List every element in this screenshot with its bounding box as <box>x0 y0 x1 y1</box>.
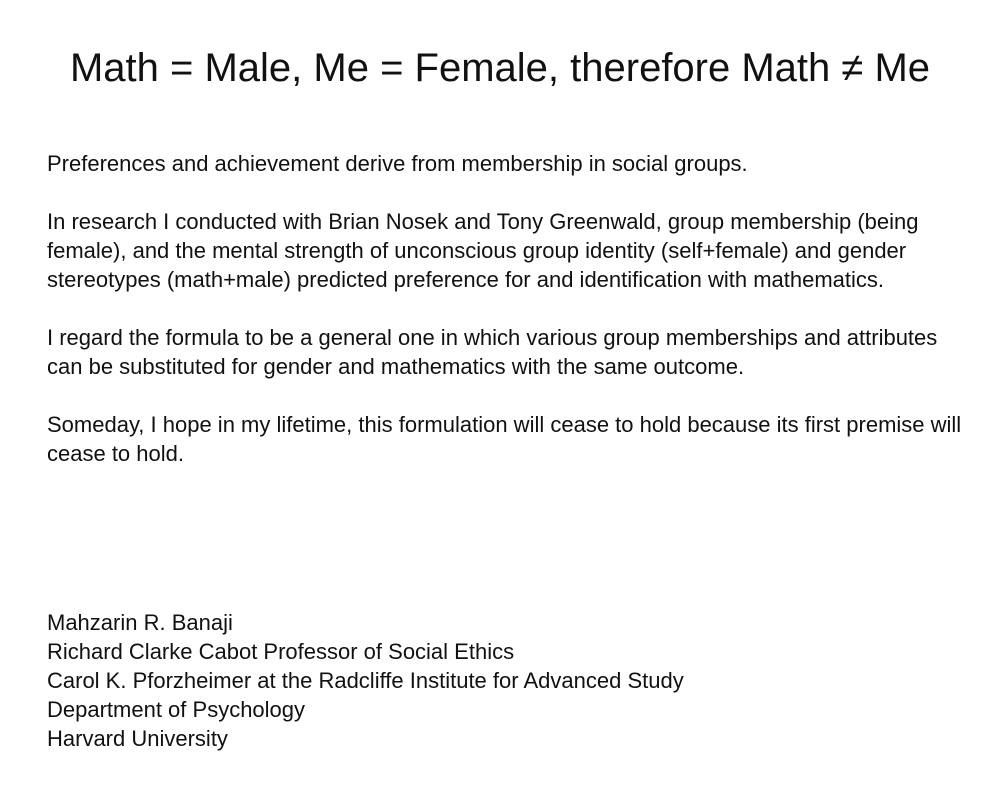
paragraph-intro: Preferences and achievement derive from membership in social groups. <box>47 151 748 176</box>
signature-block <box>47 608 947 753</box>
paragraph-formula: I regard the formula to be a general one in which various group memberships and attributes can be substituted for gender and mathematics with the same outcome. <box>47 325 938 379</box>
signature-position: Richard Clarke Cabot Professor of Social Ethics <box>47 639 515 664</box>
paragraph-research: In research I conducted with Brian Nosek and Tony Greenwald, group membership (being female), and the mental strength of unconscious group identity (self+female) and gender stereotypes (math+male) predicted preference for and identification with mathematics. <box>47 209 919 292</box>
signature-name: Mahzarin R. Banaji <box>47 610 233 635</box>
signature-affiliation: Carol K. Pforzheimer at the Radcliffe Institute for Advanced Study <box>47 668 684 693</box>
page-title: Math = Male, Me = Female, therefore Math ≠ Me <box>69 46 931 90</box>
signature-department: Department of Psychology <box>47 697 306 722</box>
signature-university: Harvard University <box>47 726 228 751</box>
body-text <box>47 149 967 497</box>
paragraph-hope: Someday, I hope in my lifetime, this formulation will cease to hold because its first premise will cease to hold. <box>47 412 962 466</box>
